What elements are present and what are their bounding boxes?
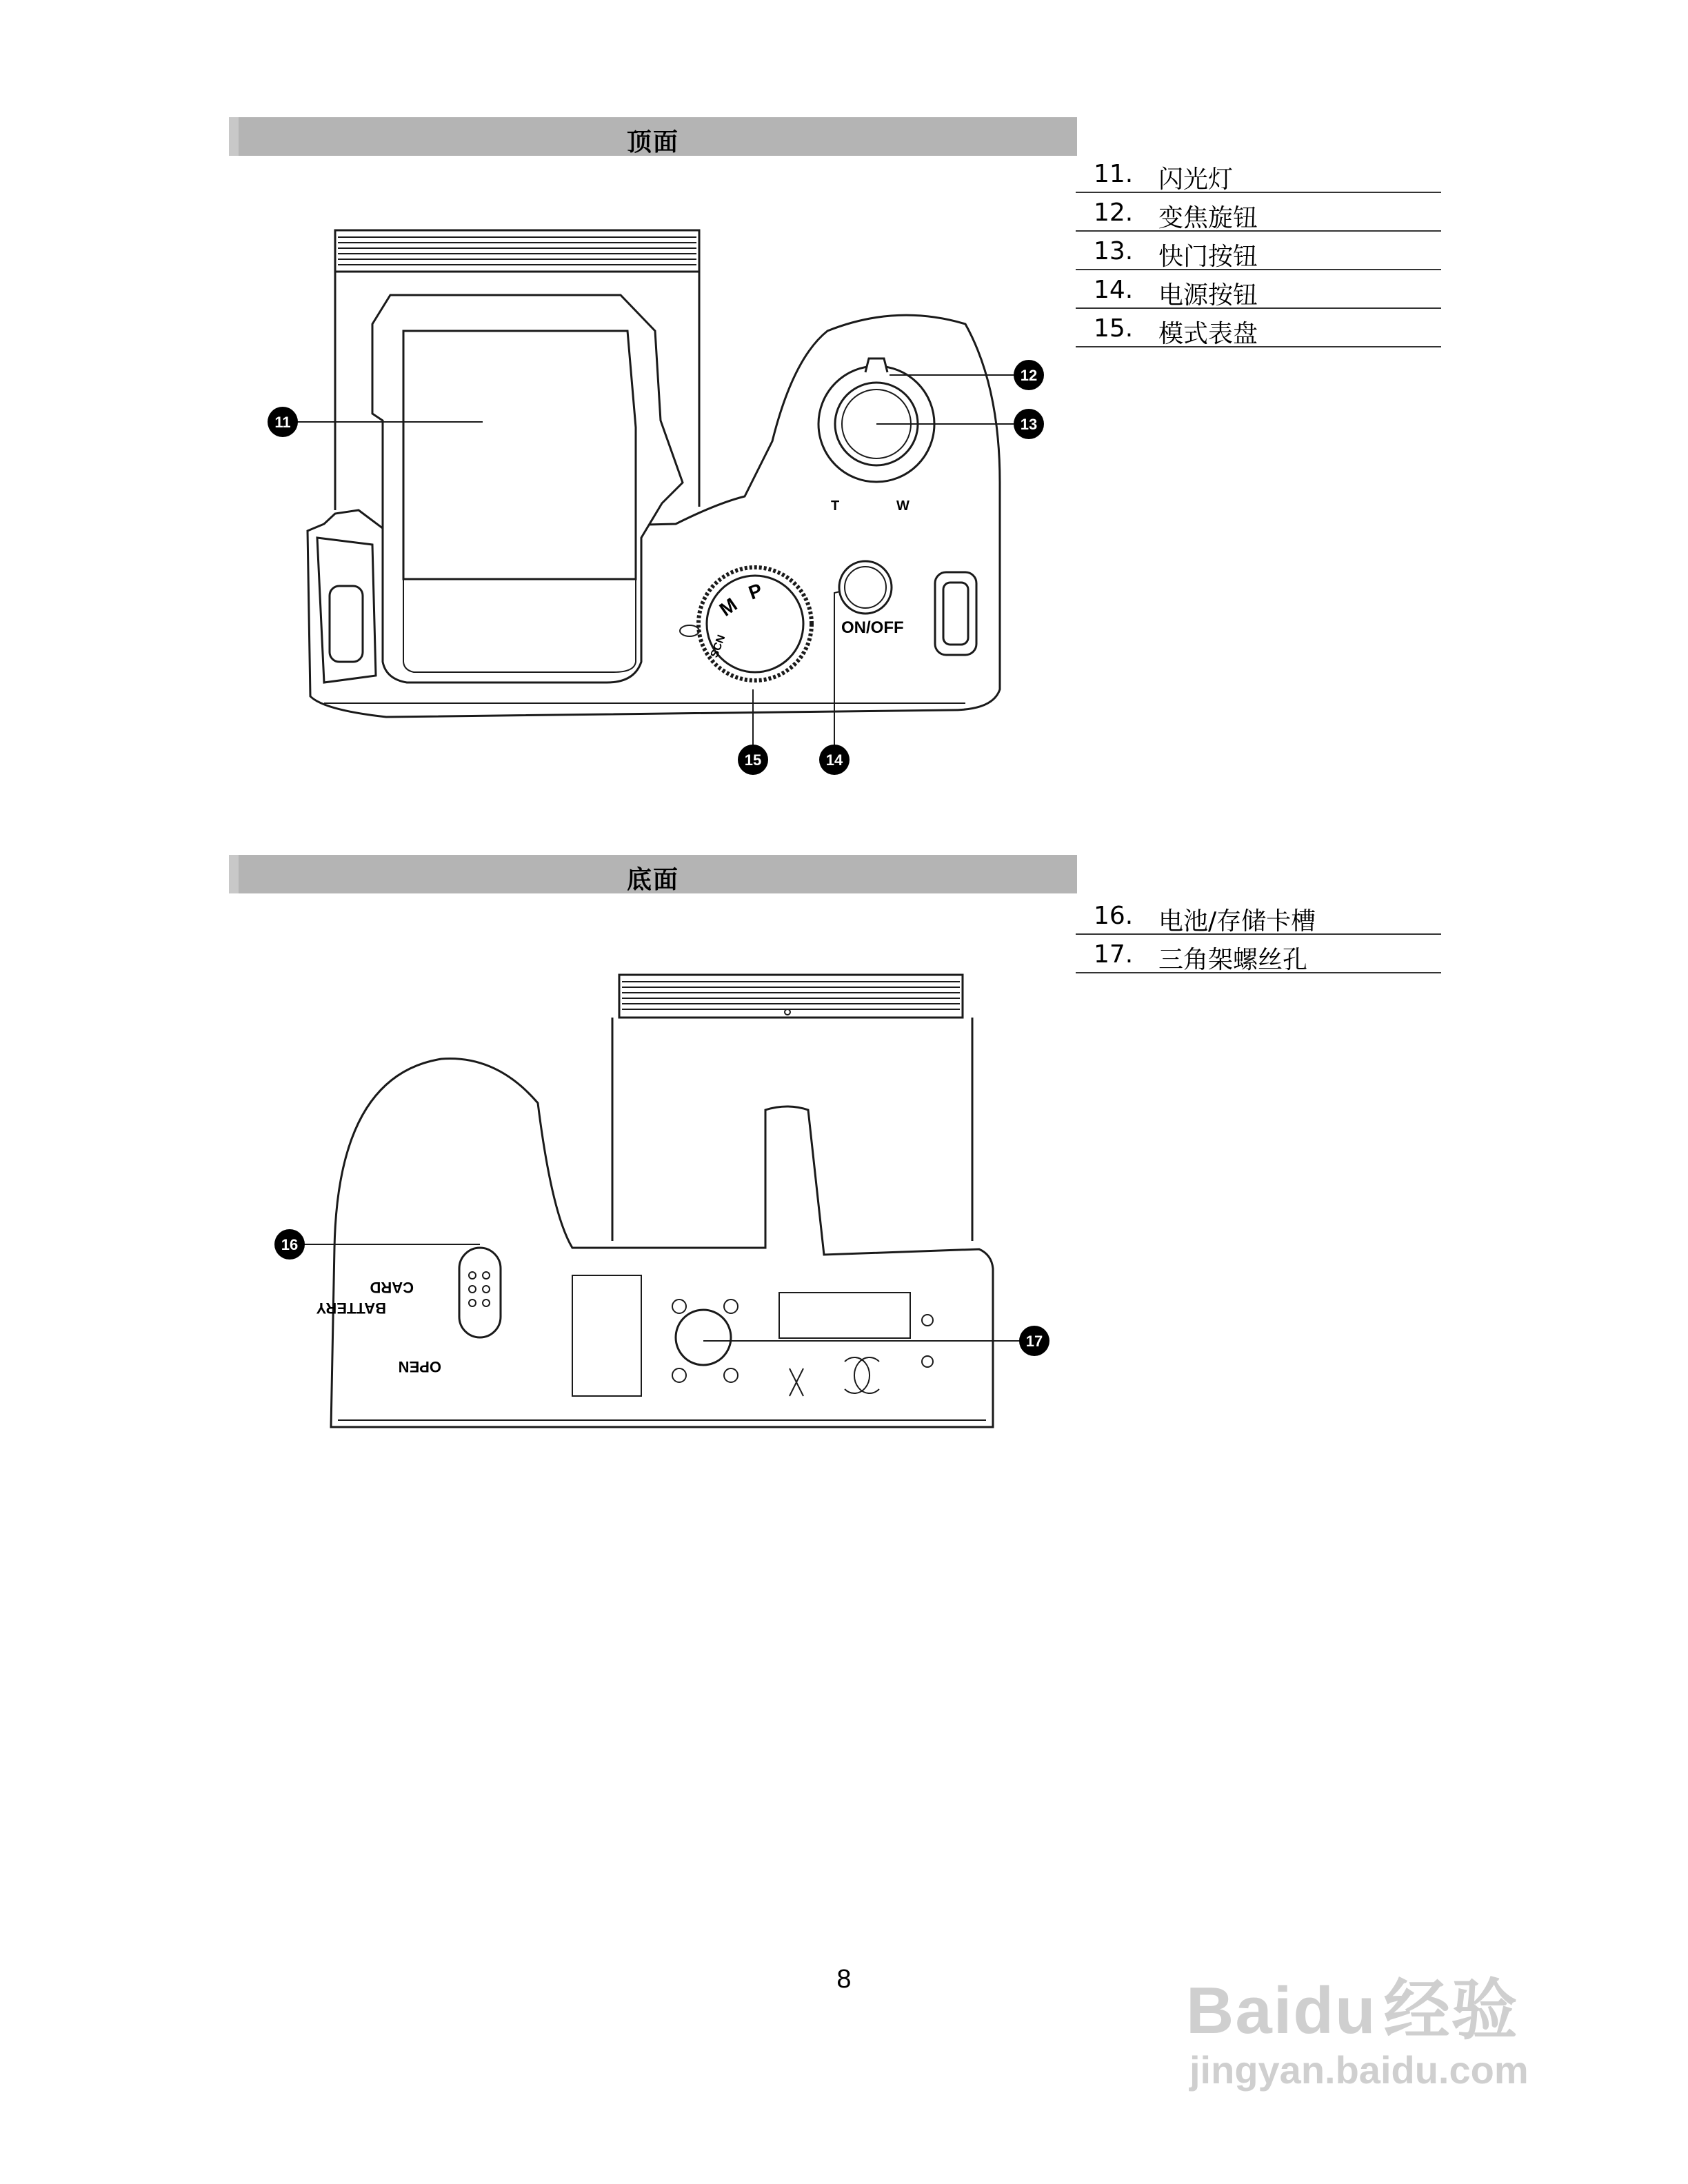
watermark-url: jingyan.baidu.com bbox=[1189, 2048, 1529, 2092]
legend-bottom bbox=[1076, 896, 1441, 973]
callout-12 bbox=[1014, 360, 1044, 390]
svg-text:14: 14 bbox=[825, 751, 843, 769]
camera-top-view-figure bbox=[255, 207, 1083, 800]
dial-mode-scn: SCN bbox=[708, 633, 728, 660]
legend-item: 13. 快门按钮 bbox=[1076, 232, 1441, 270]
power-button bbox=[839, 561, 892, 614]
legend-item: 14. 电源按钮 bbox=[1076, 270, 1441, 309]
legend-item: 17. 三角架螺丝孔 bbox=[1076, 935, 1441, 973]
callout-11 bbox=[268, 407, 298, 437]
legend-item: 12. 变焦旋钮 bbox=[1076, 193, 1441, 232]
page-number: 8 bbox=[836, 1965, 852, 1994]
shutter-zoom-assembly bbox=[818, 358, 934, 482]
callout-14 bbox=[819, 745, 850, 775]
legend-item: 15. 模式表盘 bbox=[1076, 309, 1441, 347]
zoom-tele-label: T bbox=[831, 498, 840, 514]
svg-text:13: 13 bbox=[1020, 416, 1038, 433]
card-label: CARD bbox=[370, 1279, 414, 1296]
svg-text:11: 11 bbox=[274, 414, 291, 431]
section-title: 顶面 bbox=[626, 128, 679, 156]
dial-mode-p: P bbox=[745, 579, 765, 604]
flash-unit bbox=[372, 295, 683, 682]
watermark-brand: Baidu 经验 bbox=[1186, 1974, 1519, 2048]
legend-item: 16. 电池/存储卡槽 bbox=[1076, 896, 1441, 935]
section-header-top bbox=[229, 117, 1077, 156]
section-title: 底面 bbox=[626, 866, 679, 894]
callout-16 bbox=[274, 1229, 305, 1260]
svg-text:16: 16 bbox=[281, 1236, 299, 1253]
svg-text:15: 15 bbox=[744, 751, 762, 769]
dial-mode-m: M bbox=[715, 594, 741, 620]
svg-text:12: 12 bbox=[1020, 367, 1038, 384]
strap-lug-right bbox=[935, 572, 976, 655]
watermark bbox=[1186, 1944, 1572, 2096]
svg-text:17: 17 bbox=[1025, 1333, 1043, 1350]
open-label: OPEN bbox=[398, 1358, 441, 1375]
battery-label: BATTERY bbox=[316, 1300, 386, 1317]
legend-top bbox=[1076, 154, 1441, 347]
camera-bottom-view-figure bbox=[255, 958, 1083, 1455]
section-header-bottom bbox=[229, 855, 1077, 893]
callout-17 bbox=[1019, 1326, 1049, 1356]
callout-13 bbox=[1014, 409, 1044, 439]
power-label: ON/OFF bbox=[841, 618, 904, 637]
legend-item: 11. 闪光灯 bbox=[1076, 154, 1441, 193]
strap-lug-left bbox=[317, 538, 376, 682]
zoom-wide-label: W bbox=[896, 498, 910, 514]
callout-15 bbox=[738, 745, 768, 775]
